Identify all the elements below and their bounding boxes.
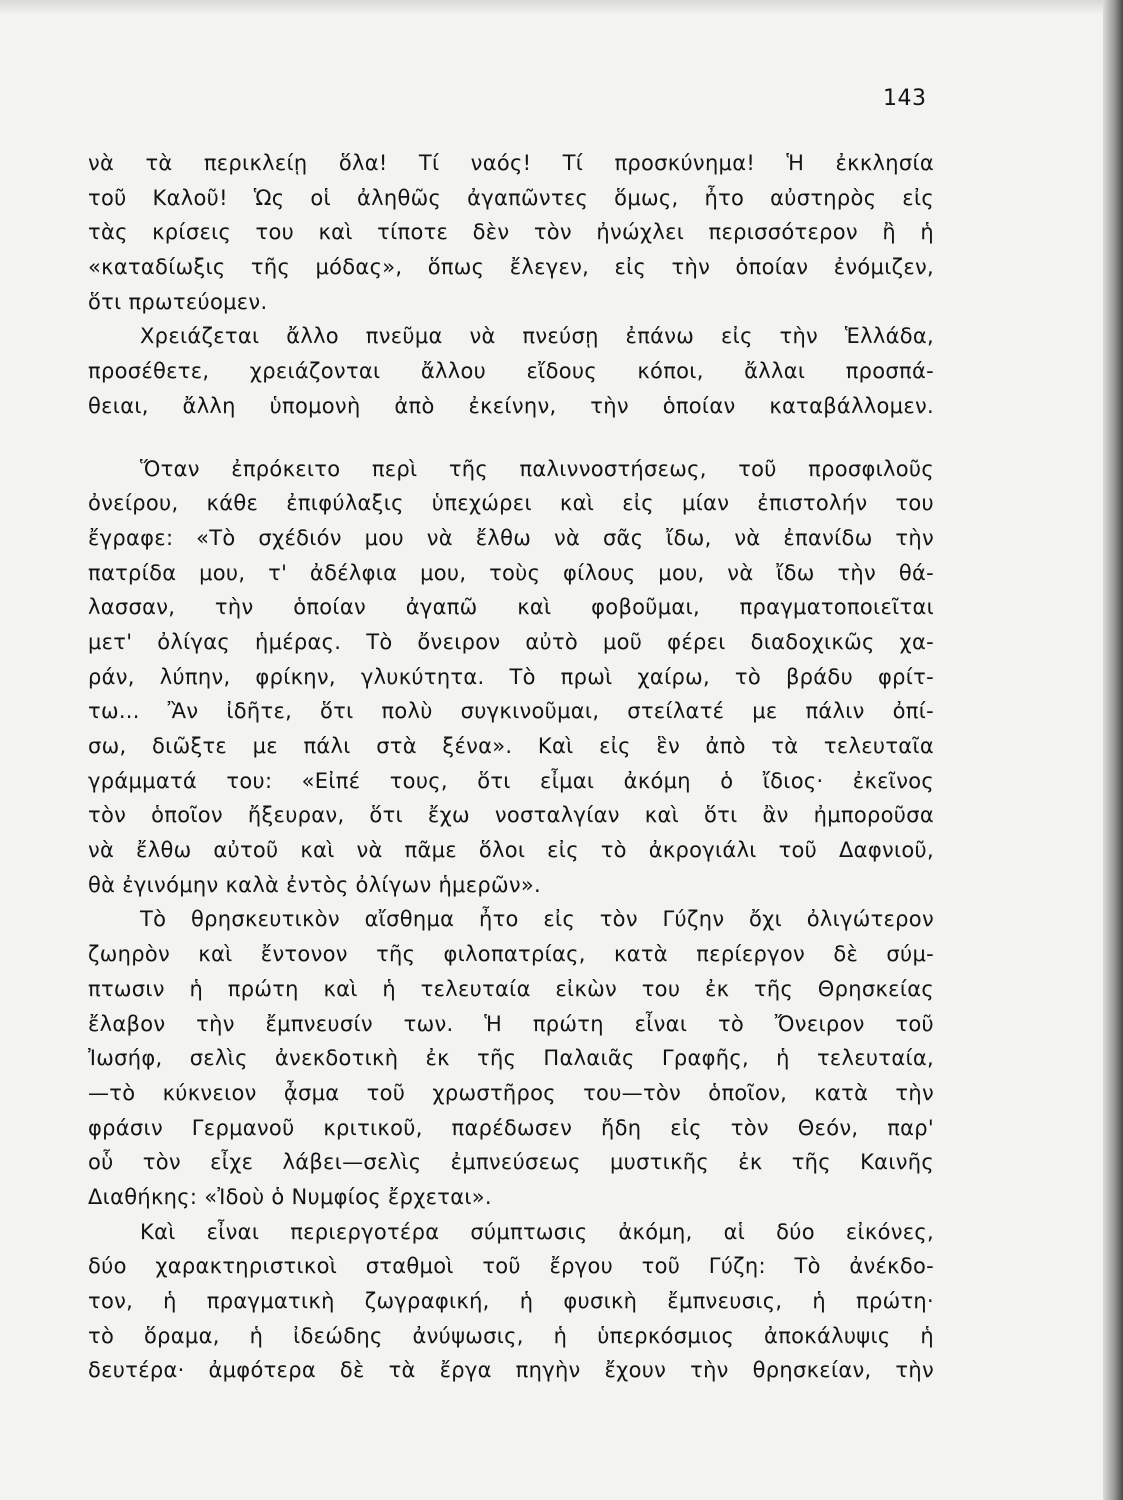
text-line: φράσιν Γερμανοῦ κριτικοῦ, παρέδωσεν ἤδη εἰς τὸν Θεόν, παρ' (88, 1115, 934, 1140)
text-line: ράν, λύπην, φρίκην, γλυκύτητα. Τὸ πρωὶ χαίρω, τὸ βράδυ φρίτ- (88, 664, 934, 689)
paragraph-5 (88, 1215, 934, 1388)
page-top-shadow (0, 0, 1123, 14)
text-line: τον, ἡ πραγματικὴ ζωγραφική, ἡ φυσικὴ ἔμπνευσις, ἡ πρώτη· (88, 1289, 934, 1313)
text-line: τὸ ὅραμα, ἡ ἰδεώδης ἀνύψωσις, ἡ ὑπερκόσμιος ἀποκάλυψις ἡ (88, 1323, 934, 1348)
text-line: Ὅταν ἐπρόκειτο περὶ τῆς παλιννοστήσεως, τοῦ προσφιλοῦς (140, 456, 934, 481)
paragraph-4 (88, 902, 934, 1214)
text-line: Ἰωσήφ, σελὶς ἀνεκδοτικὴ ἐκ τῆς Παλαιᾶς Γραφῆς, ἡ τελευταία, (88, 1046, 934, 1071)
text-line: νὰ τὰ περικλείῃ ὅλα! Τί ναός! Τί προσκύνημα! Ἡ ἐκκλησία (88, 151, 934, 175)
text-line: ὀνείρου, κάθε ἐπιφύλαξις ὑπεχώρει καὶ εἰς μίαν ἐπιστολήν του (88, 491, 934, 516)
text-line: θειαι, ἄλλη ὑπομονὴ ἀπὸ ἐκείνην, τὴν ὁποίαν καταβάλλομεν. (88, 393, 934, 418)
paragraph-spacer (88, 424, 934, 452)
text-line: Χρειάζεται ἄλλο πνεῦμα νὰ πνεύσῃ ἐπάνω εἰς τὴν Ἑλλάδα, (140, 324, 934, 349)
text-line: θὰ ἐγινόμην καλὰ ἐντὸς ὀλίγων ἡμερῶν». (88, 872, 542, 897)
text-line: δύο χαρακτηριστικοὶ σταθμοὶ τοῦ ἔργου τοῦ Γύζη: Τὸ ἀνέκδο- (88, 1254, 934, 1279)
paragraph-3 (88, 452, 934, 903)
paragraph-1 (88, 146, 934, 319)
text-line: Καὶ εἶναι περιεργοτέρα σύμπτωσις ἀκόμη, αἱ δύο εἰκόνες, (140, 1219, 934, 1244)
text-line: ζωηρὸν καὶ ἔντονον τῆς φιλοπατρίας, κατὰ περίεργον δὲ σύμ- (88, 942, 934, 967)
paragraph-2 (88, 319, 934, 423)
text-line: τὸν ὁποῖον ἤξευραν, ὅτι ἔχω νοσταλγίαν καὶ ὅτι ἂν ἠμποροῦσα (88, 803, 934, 828)
text-line: μετ' ὀλίγας ἡμέρας. Τὸ ὄνειρον αὐτὸ μοῦ φέρει διαδοχικῶς χα- (88, 629, 934, 654)
text-line: νὰ ἔλθω αὐτοῦ καὶ νὰ πᾶμε ὅλοι εἰς τὸ ἀκρογιάλι τοῦ Δαφνιοῦ, (88, 838, 934, 863)
text-line: ἔλαβον τὴν ἔμπνευσίν των. Ἡ πρώτη εἶναι τὸ Ὄνειρον τοῦ (88, 1011, 934, 1036)
text-line: πατρίδα μου, τ' ἀδέλφια μου, τοὺς φίλους μου, νὰ ἴδω τὴν θά- (88, 560, 934, 585)
body-text (88, 146, 934, 1388)
page-number: 143 (883, 86, 927, 111)
text-line: τω... Ἂν ἰδῆτε, ὅτι πολὺ συγκινοῦμαι, στείλατέ με πάλιν ὀπί- (88, 699, 934, 724)
text-line: προσέθετε, χρειάζονται ἄλλου εἴδους κόποι, ἄλλαι προσπά- (88, 359, 934, 384)
text-line: οὗ τὸν εἶχε λάβει—σελὶς ἐμπνεύσεως μυστικῆς ἐκ τῆς Καινῆς (88, 1150, 934, 1175)
page-binding-edge (1103, 0, 1123, 1500)
text-line: λασσαν, τὴν ὁποίαν ἀγαπῶ καὶ φοβοῦμαι, πραγματοποιεῖται (88, 595, 934, 620)
text-line: Τὸ θρησκευτικὸν αἴσθημα ἦτο εἰς τὸν Γύζην ὄχι ὀλιγώτερον (140, 907, 934, 932)
text-line: ὅτι πρωτεύομεν. (88, 289, 268, 314)
text-line: Διαθήκης: «Ἰδοὺ ὁ Νυμφίος ἔρχεται». (88, 1184, 492, 1209)
text-line: τὰς κρίσεις του καὶ τίποτε δὲν τὸν ἠνώχλει περισσότερον ἢ ἡ (88, 220, 934, 245)
text-line: πτωσιν ἡ πρώτη καὶ ἡ τελευταία εἰκὼν του ἐκ τῆς Θρησκείας (88, 976, 934, 1001)
text-line: «καταδίωξις τῆς μόδας», ὅπως ἔλεγεν, εἰς τὴν ὁποίαν ἐνόμιζεν, (88, 255, 934, 280)
text-line: —τὸ κύκνειον ᾆσμα τοῦ χρωστῆρος του—τὸν ὁποῖον, κατὰ τὴν (88, 1080, 934, 1105)
text-line: τοῦ Καλοῦ! Ὡς οἱ ἀληθῶς ἀγαπῶντες ὅμως, ἦτο αὐστηρὸς εἰς (88, 185, 934, 210)
text-line: σω, διῶξτε με πάλι στὰ ξένα». Καὶ εἰς ἓν ἀπὸ τὰ τελευταῖα (88, 734, 934, 758)
text-line: δευτέρα· ἀμφότερα δὲ τὰ ἔργα πηγὴν ἔχουν τὴν θρησκείαν, τὴν (88, 1358, 934, 1383)
text-line: ἔγραφε: «Τὸ σχέδιόν μου νὰ ἔλθω νὰ σᾶς ἴδω, νὰ ἐπανίδω τὴν (88, 525, 934, 550)
text-line: γράμματά του: «Εἰπέ τους, ὅτι εἶμαι ἀκόμη ὁ ἴδιος· ἐκεῖνος (88, 768, 934, 793)
